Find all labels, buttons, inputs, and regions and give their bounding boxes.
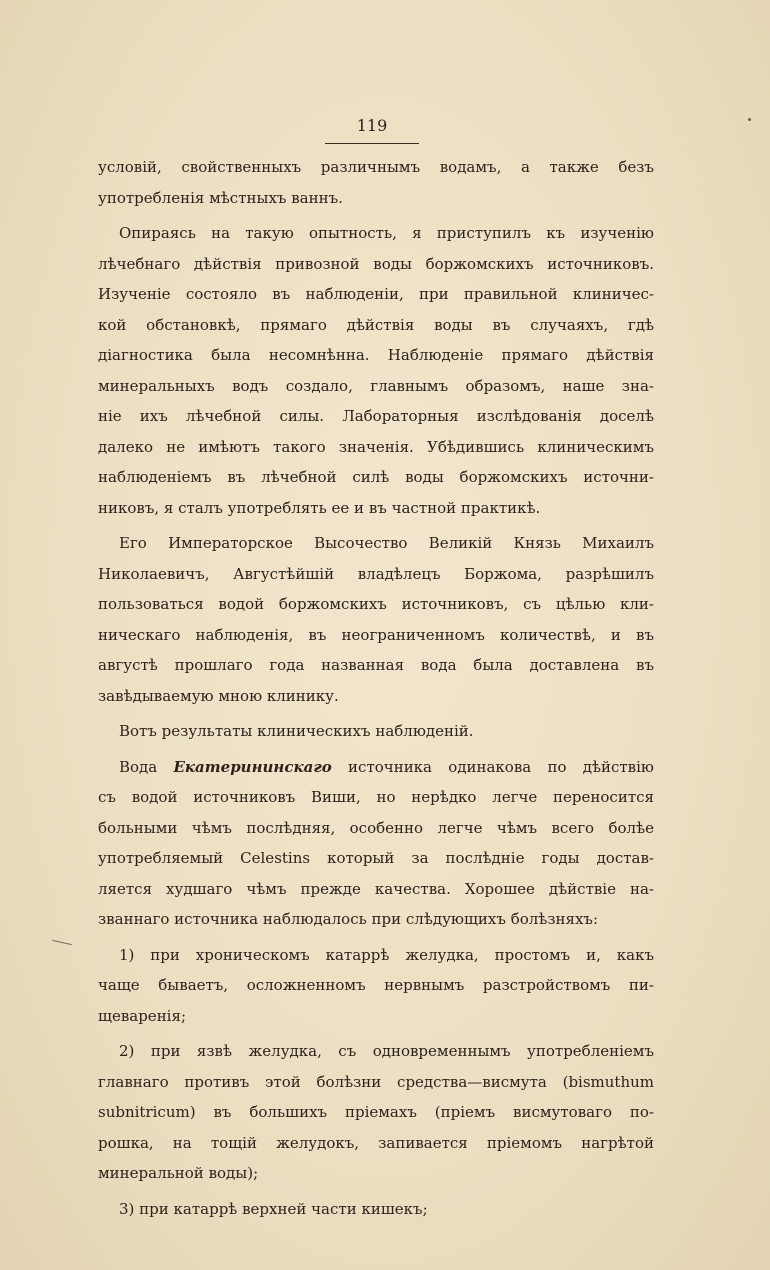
text-line: съ водой источниковъ Виши, но нерѣдко легче переносится [98, 788, 654, 806]
emphasized-spring-name: Екатерининскаго [173, 757, 332, 776]
text-line: ніе ихъ лѣчебной силы. Лабораторныя изслѣдованія доселѣ [98, 407, 654, 425]
text-line: subnitricum) въ большихъ пріемахъ (пріемъ висмутоваго по- [98, 1103, 654, 1121]
text-line: минеральныхъ водъ создало, главнымъ образомъ, наше зна- [98, 376, 654, 395]
text-line: Изученіе состояло въ наблюденіи, при правильной клиничес- [98, 285, 654, 303]
text-line: пользоваться водой боржомскихъ источниковъ, съ цѣлью кли- [98, 595, 654, 613]
text-line: Николаевичъ, Августѣйшій владѣлецъ Боржома, разрѣшилъ [98, 564, 654, 583]
text-line: никовъ, я сталъ употреблять ее и въ частной практикѣ. [98, 498, 541, 517]
text-line: Опираясь на такую опытность, я приступилъ къ изученію [119, 224, 654, 242]
text-line: чаще бываетъ, осложненномъ нервнымъ разстройствомъ пи- [98, 976, 654, 994]
text-line: ляется худшаго чѣмъ прежде качества. Хорошее дѣйствіе на- [98, 879, 654, 898]
text-line: завѣдываемую мною клинику. [98, 686, 339, 705]
text-line: кой обстановкѣ, прямаго дѣйствія воды въ случаяхъ, гдѣ [98, 315, 654, 334]
text-line: минеральной воды); [98, 1164, 259, 1182]
text-line: 2) при язвѣ желудка, съ одновременнымъ употребленіемъ [119, 1042, 654, 1060]
text-line: 1) при хроническомъ катаррѣ желудка, простомъ и, какъ [119, 945, 654, 964]
text-line: діагностика была несомнѣнна. Наблюденіе прямаго дѣйствія [98, 346, 654, 364]
text-line: главнаго противъ этой болѣзни средства—висмута (bismuthum [98, 1072, 654, 1091]
page-number: 119 [356, 116, 388, 135]
body-text [98, 152, 654, 1224]
text-line: рошка, на тощій желудокъ, запивается пріемомъ нагрѣтой [98, 1133, 654, 1152]
text-line: августѣ прошлаго года названная вода была доставлена въ [98, 656, 654, 674]
text-fragment: источника одинакова по дѣйствію [348, 757, 654, 776]
text-line: далеко не имѣютъ такого значенія. Убѣдившись клиническимъ [98, 437, 654, 456]
text-line: Его Императорское Высочество Великій Князь Михаилъ [119, 534, 654, 552]
text-line: званнаго источника наблюдалось при слѣдующихъ болѣзняхъ: [98, 910, 599, 928]
text-line: наблюденіемъ въ лѣчебной силѣ воды боржомскихъ источни- [98, 468, 654, 486]
margin-pencil-mark [52, 940, 72, 945]
text-line: лѣчебнаго дѣйствія привозной воды боржомскихъ источниковъ. [98, 254, 654, 273]
text-line: 3) при катаррѣ верхней части кишекъ; [119, 1199, 428, 1218]
text-line: больными чѣмъ послѣдняя, особенно легче чѣмъ всего болѣе [98, 818, 654, 837]
text-line: употребляемый Celestins который за послѣдніе годы достав- [98, 849, 654, 867]
text-line: употребленія мѣстныхъ ваннъ. [98, 188, 343, 207]
text-line: ническаго наблюденія, въ неограниченномъ количествѣ, и въ [98, 625, 654, 644]
text-line: щеваренія; [98, 1006, 187, 1025]
corner-speck [748, 118, 751, 121]
text-line: условій, свойственныхъ различнымъ водамъ, а также безъ [98, 158, 654, 176]
text-line: Вотъ результаты клиническихъ наблюденій. [119, 722, 474, 740]
header-rule [325, 143, 419, 144]
text-line [98, 752, 654, 783]
text-fragment: Вода [119, 757, 158, 776]
